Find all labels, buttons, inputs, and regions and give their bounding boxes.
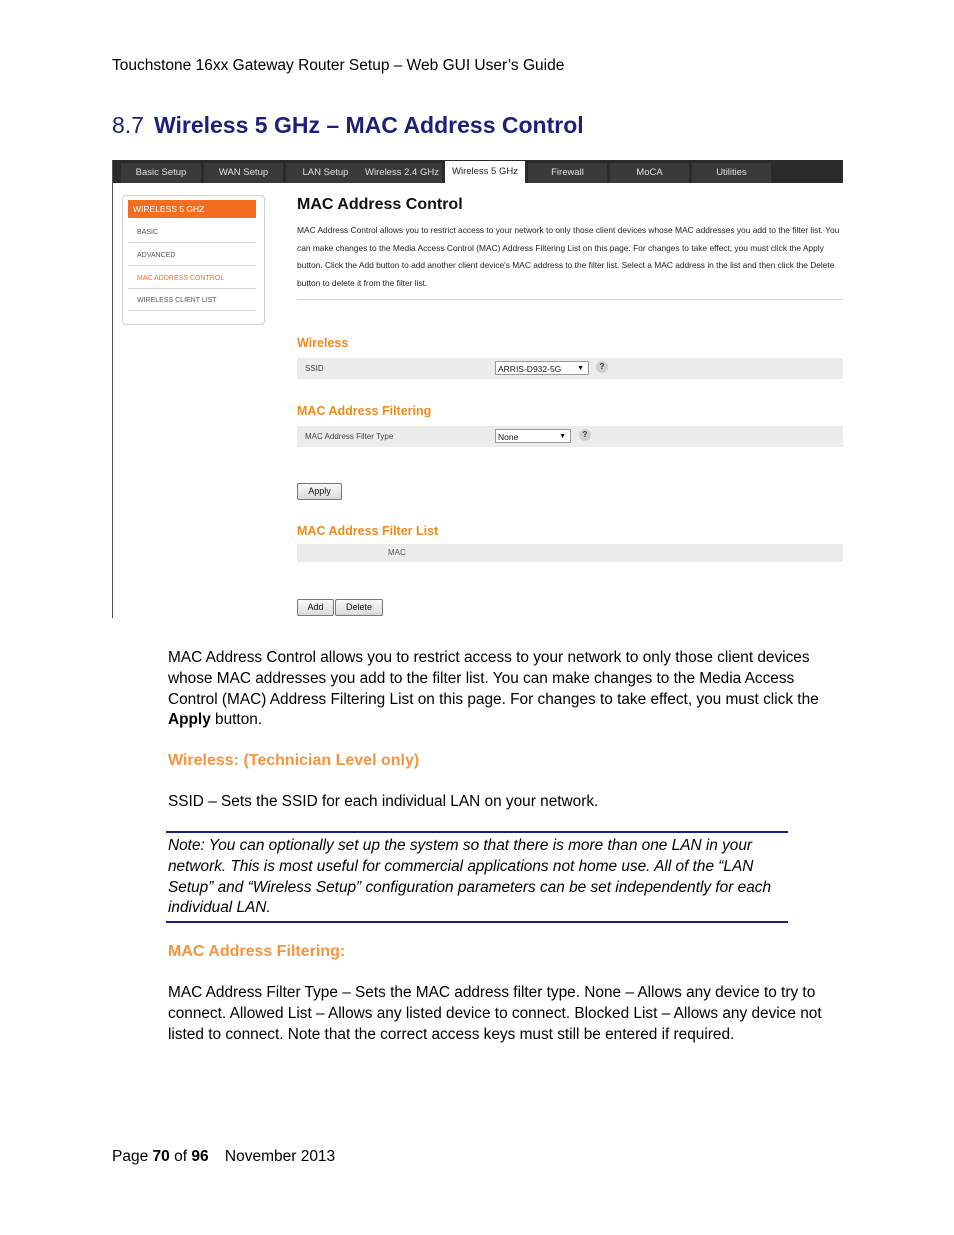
apply-button[interactable]: Apply bbox=[297, 483, 342, 500]
filter-type-label: MAC Address Filter Type bbox=[305, 432, 394, 441]
tab-bar bbox=[113, 160, 843, 183]
help-icon[interactable]: ? bbox=[579, 429, 591, 441]
filter-type-row bbox=[297, 426, 843, 447]
ssid-row bbox=[297, 358, 843, 379]
sidebar-item-basic[interactable]: BASIC bbox=[128, 223, 256, 243]
page-footer bbox=[112, 1148, 335, 1166]
ssid-select[interactable] bbox=[495, 361, 589, 375]
filtering-paragraph: MAC Address Filter Type – Sets the MAC address filter type. None – Allows any device to try to connect. Allowed List – Allows any listed device to connect. Blocked List – Allows any device not listed to connect. Note that the correct access keys must still be entered if required. bbox=[168, 984, 822, 1043]
mac-column-label: MAC bbox=[388, 548, 406, 557]
wireless-heading: Wireless bbox=[297, 336, 349, 350]
sidebar-item-advanced[interactable]: ADVANCED bbox=[128, 246, 256, 266]
delete-button[interactable]: Delete bbox=[335, 599, 383, 616]
intro-paragraph-text: MAC Address Control allows you to restrict access to your network to only those client devices whose MAC addresses you add to the filter list. You can make changes to the Media Access Control (MAC) Address Filtering List on this page. For changes to take effect, you must click the bbox=[168, 649, 819, 708]
chevron-down-icon: ▼ bbox=[559, 433, 566, 440]
mac-filter-list-heading: MAC Address Filter List bbox=[297, 524, 439, 538]
mac-filtering-section-heading: MAC Address Filtering: bbox=[168, 943, 346, 960]
sidebar-header[interactable]: WIRELESS 5 GHZ bbox=[128, 200, 256, 218]
intro-paragraph bbox=[168, 648, 838, 731]
tab-wan-setup[interactable]: WAN Setup bbox=[204, 163, 283, 183]
of-word: of bbox=[174, 1148, 188, 1165]
intro-text: MAC Address Control allows you to restrict access to your network to only those client devices whose MAC addresses you add to the filter list. You can make changes to the Media Access Control (MAC) Address Filtering List on this page. For changes to take effect, you must click the Apply button. Click the Add button to add another client device's MAC address to the filter list. Select a MAC address in the list and then click the Delete button to delete it from the filter list. bbox=[297, 225, 840, 288]
section-title-text: Wireless 5 GHz – MAC Address Control bbox=[153, 112, 584, 138]
apply-emphasis: Apply bbox=[168, 711, 211, 729]
page-total: 96 bbox=[191, 1148, 209, 1165]
sidebar bbox=[122, 195, 265, 325]
tab-wireless-24[interactable]: Wireless 2.4 GHz bbox=[362, 163, 442, 183]
sidebar-item-wireless-client-list[interactable]: WIRELESS CLIENT LIST bbox=[128, 291, 256, 311]
add-button[interactable]: Add bbox=[297, 599, 334, 616]
tab-moca[interactable]: MoCA bbox=[610, 163, 689, 183]
intro-paragraph-end: button. bbox=[210, 711, 263, 729]
wireless-section-heading: Wireless: (Technician Level only) bbox=[168, 752, 420, 769]
tab-lan-setup[interactable]: LAN Setup bbox=[286, 163, 365, 183]
mac-filtering-heading: MAC Address Filtering bbox=[297, 404, 432, 418]
mac-column-header bbox=[297, 544, 843, 562]
section-title bbox=[112, 112, 584, 139]
note-box: Note: You can optionally set up the system so that there is more than one LAN in your network. This is most useful for commercial applications not home use. All of the “LAN Setup” and “Wireless Setup” configuration parameters can be set independently for each individual LAN. bbox=[166, 831, 788, 923]
gui-screenshot bbox=[112, 160, 843, 618]
tab-basic-setup[interactable]: Basic Setup bbox=[121, 163, 201, 183]
footer-date: November 2013 bbox=[224, 1148, 336, 1165]
page-title: MAC Address Control bbox=[297, 196, 463, 213]
page-word: Page bbox=[112, 1148, 149, 1165]
help-icon[interactable]: ? bbox=[596, 361, 608, 373]
sidebar-item-mac-address-control[interactable]: MAC ADDRESS CONTROL bbox=[128, 269, 256, 289]
tab-firewall[interactable]: Firewall bbox=[528, 163, 607, 183]
tab-utilities[interactable]: Utilities bbox=[692, 163, 771, 183]
tab-wireless-5[interactable]: Wireless 5 GHz bbox=[445, 161, 525, 183]
page-number: 70 bbox=[152, 1148, 170, 1165]
ssid-select-value: ARRIS-D932-5G bbox=[498, 364, 562, 374]
ssid-paragraph: SSID – Sets the SSID for each individual LAN on your network. bbox=[168, 793, 599, 810]
divider bbox=[297, 299, 843, 300]
document-header: Touchstone 16xx Gateway Router Setup – Web GUI User’s Guide bbox=[112, 57, 565, 74]
chevron-down-icon: ▼ bbox=[577, 365, 584, 372]
ssid-label: SSID bbox=[305, 364, 324, 373]
filter-type-select[interactable] bbox=[495, 429, 571, 443]
section-number: 8.7 bbox=[112, 112, 144, 138]
filter-type-select-value: None bbox=[498, 432, 519, 442]
